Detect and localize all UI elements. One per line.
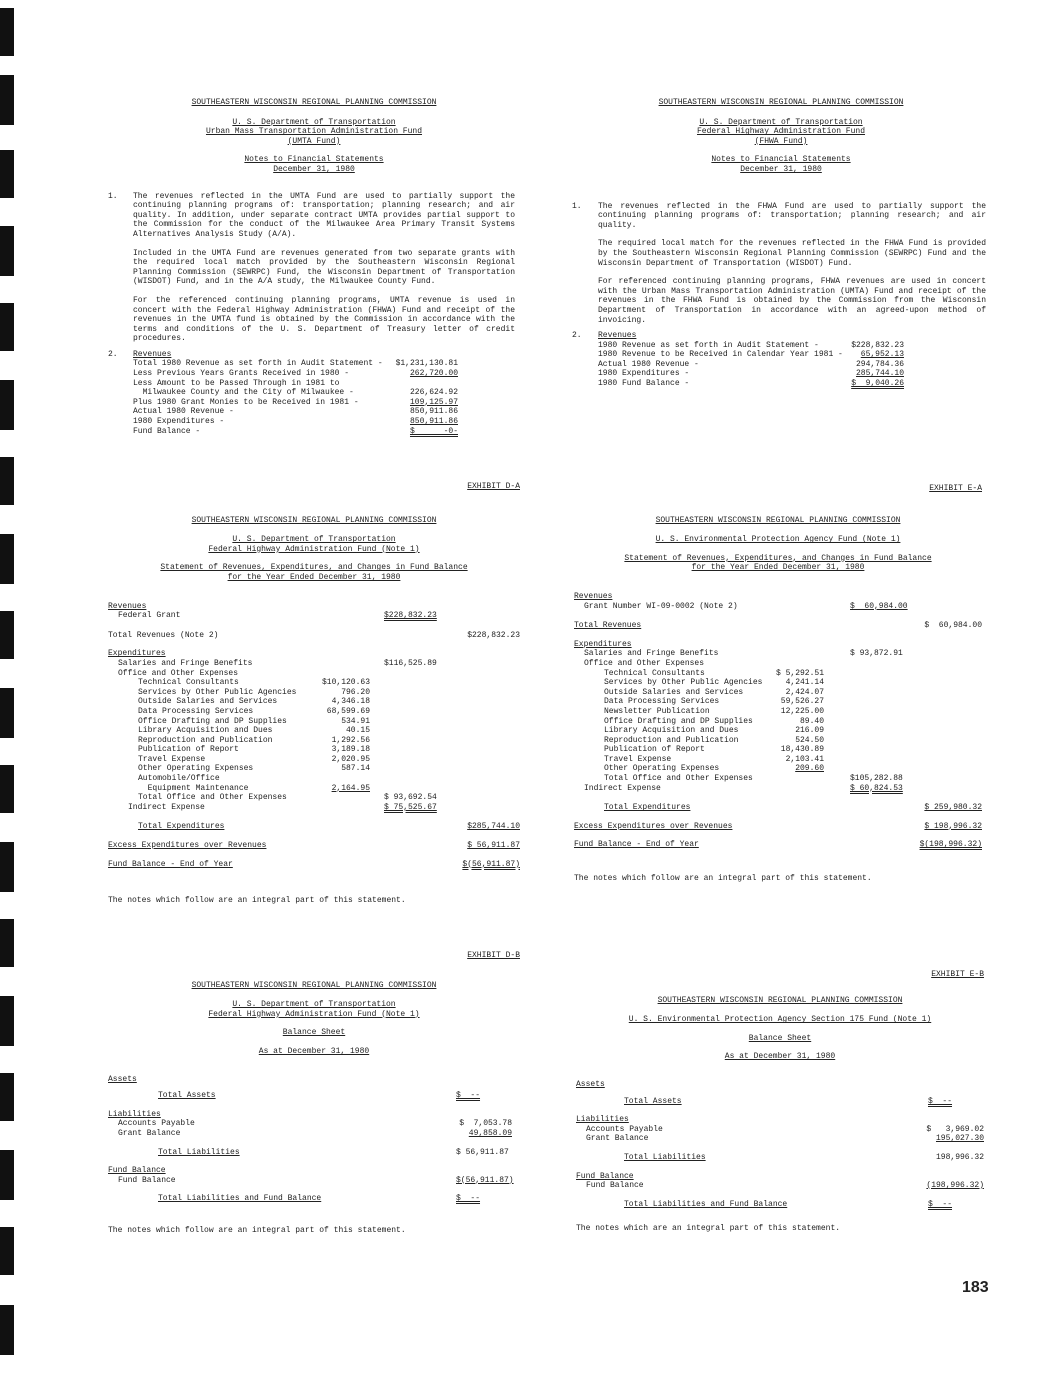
table-row: Travel Expense 2,103.41 [604,754,824,764]
table-row: Reproduction and Publication 524.50 [604,735,824,745]
agency-title: Federal Highway Administration Fund (Note 1) [208,1009,420,1019]
exhibit-e-a [574,484,982,884]
list-item: Total 1980 Revenue as set forth in Audit Statement - $1,231,130.81 [133,359,458,369]
statement-date: As at December 31, 1980 [258,1046,370,1056]
table-row: Other Operating Expenses 587.14 [138,764,370,774]
table-row: Data Processing Services 59,526.27 [604,697,824,707]
table-row: Technical Consultants $ 5,292.51 [604,668,824,678]
table-row: Fund Balance (198,996.32) [586,1181,984,1191]
org-title: SOUTHEASTERN WISCONSIN REGIONAL PLANNING COMMISSION [191,98,437,107]
table-row: Accounts Payable $ 7,053.78 [118,1119,512,1129]
table-row: Fund Balance - End of Year $(56,911.87) [108,859,520,869]
exhibit-d-b [108,951,520,1236]
table-row: Total Expenditures $285,744.10 [138,822,520,832]
note-paragraph: The required local match for the revenues reflected in the FHWA Fund is provided by the Southeastern Wisconsin Regional Planning Commission (SEWRPC) Fund and the Wisconsin Department of Transportation (WISDOT) Fund. [598,239,986,268]
table-row: Office Drafting and DP Supplies 89.40 [604,716,824,726]
table-row: Federal Grant $228,832.23 [118,611,437,621]
fhwa-notes [572,98,990,389]
table-row: Indirect Expense $ 60,824.53 [584,783,903,793]
statement-period: for the Year Ended December 31, 1980 [691,563,865,573]
table-row: Excess Expenditures over Revenues $ 198,996.32 [574,821,982,831]
list-item: Plus 1980 Grant Monies to be Received in 1981 - 109,125.97 [133,397,458,407]
statement-title: Notes to Financial Statements [711,155,851,165]
page-number: 183 [962,1279,989,1296]
list-item: Less Amount to be Passed Through in 1981 to [133,378,340,388]
list-item: Actual 1980 Revenue - 850,911.86 [133,407,458,417]
table-row: Library Acquisition and Dues 40.15 [138,726,370,736]
agency-title: U. S. Environmental Protection Agency Section 175 Fund (Note 1) [628,1015,932,1025]
table-row: Salaries and Fringe Benefits $ 93,872.91 [584,649,903,659]
org-title: SOUTHEASTERN WISCONSIN REGIONAL PLANNING COMMISSION [191,515,437,525]
footnote: The notes which are an integral part of this statement. [576,1224,841,1234]
table-row: Travel Expense 2,020.95 [138,754,370,764]
table-row: Reproduction and Publication 1,292.56 [138,735,370,745]
note-paragraph: The revenues reflected in the FHWA Fund are used to partially support the continuing planning programs of: transportation; planning research; and air quality. [598,201,986,230]
note-paragraph: For referenced continuing planning programs, FHWA revenues are used in concert with the Urban Mass Transportation Administration (UMTA) Fund and receipt of the revenues in the FHWA Fund is obtained by the Commission from the Wisconsin Department of Transportation in accordance with an agreed-upon method of invoicing. [598,277,986,325]
table-row: Office and Other Expenses [118,668,239,678]
dept-title: U. S. Department of Transportation [232,117,396,127]
revenues-heading: Revenues [598,331,637,341]
exhibit-label: EXHIBIT E-A [929,484,982,493]
statement-date: As at December 31, 1980 [724,1052,836,1062]
note-paragraph: The revenues reflected in the UMTA Fund are used to partially support the continuing planning programs of: transportation; planning research; and air quality. In addition, under separate contract UMTA provides partial support to the Commission for the conduct of the Milwaukee Area Primary Transit Systems Alternatives Analysis Study (A/A). [133,191,515,239]
table-row: Equipment Maintenance 2,164.95 [138,783,370,793]
list-item: 1980 Expenditures - 850,911.86 [133,417,458,427]
table-row: Grant Balance 195,027.30 [586,1134,984,1144]
section-heading: Expenditures [108,649,166,659]
exhibit-e-b [576,970,984,1234]
statement-period: for the Year Ended December 31, 1980 [227,572,401,582]
section-heading: Liabilities [108,1109,161,1119]
note-number: 2. [108,349,118,359]
fund-title: (UMTA Fund) [287,136,341,146]
table-row: Total Office and Other Expenses $ 93,692.54 [138,793,437,803]
note-number: 1. [572,201,582,211]
statement-date: December 31, 1980 [273,164,355,174]
list-item: 1980 Revenue to be Received in Calendar Year 1981 - 65,952.13 [598,350,904,360]
table-row: Newsletter Publication 12,225.00 [604,706,824,716]
table-row: Office Drafting and DP Supplies 534.91 [138,716,370,726]
table-row: Total Revenues $ 60,984.00 [574,621,982,631]
exhibit-label: EXHIBIT E-B [931,970,984,979]
table-row: Services by Other Public Agencies 4,241.14 [604,678,824,688]
statement-title: Statement of Revenues, Expenditures, and Changes in Fund Balance [624,553,932,563]
table-row: Technical Consultants $10,120.63 [138,678,370,688]
table-row: Total Office and Other Expenses $105,282.88 [604,774,903,784]
org-title: SOUTHEASTERN WISCONSIN REGIONAL PLANNING COMMISSION [658,98,904,107]
table-row: Total Revenues (Note 2) $228,832.23 [108,630,520,640]
section-heading: Revenues [574,591,613,601]
section-heading: Assets [108,1074,137,1084]
table-row: Other Operating Expenses 209.60 [604,764,824,774]
table-row: Fund Balance $(56,911.87) [118,1175,514,1185]
footnote: The notes which follow are an integral part of this statement. [108,896,406,906]
table-row: Automobile/Office [138,774,220,784]
table-row: Library Acquisition and Dues 216.09 [604,726,824,736]
revenues-heading: Revenues [133,349,172,359]
table-row: Publication of Report 3,189.18 [138,745,370,755]
note-number: 1. [108,191,118,201]
list-item: 1980 Fund Balance - $ 9,040.26 [598,379,904,389]
statement-title: Balance Sheet [282,1028,346,1038]
section-heading: Expenditures [574,639,632,649]
statement-title: Balance Sheet [748,1033,812,1043]
agency-title: Urban Mass Transportation Administration Fund [205,127,423,137]
table-row: Publication of Report 18,430.89 [604,745,824,755]
table-row: Total Liabilities and Fund Balance $ -- [624,1199,953,1209]
section-heading: Fund Balance [108,1166,166,1176]
statement-date: December 31, 1980 [740,164,822,174]
org-title: SOUTHEASTERN WISCONSIN REGIONAL PLANNING COMMISSION [191,980,437,990]
umta-notes [108,98,520,436]
list-item: Actual 1980 Revenue - 294,784.36 [598,359,904,369]
statement-title: Statement of Revenues, Expenditures, and Changes in Fund Balance [160,563,468,573]
org-title: SOUTHEASTERN WISCONSIN REGIONAL PLANNING COMMISSION [655,515,901,525]
agency-title: Federal Highway Administration Fund [696,127,866,137]
table-row: Total Assets $ -- [624,1096,953,1106]
table-row: Outside Salaries and Services 4,346.18 [138,697,370,707]
table-row: Services by Other Public Agencies 796.20 [138,687,370,697]
table-row: Indirect Expense $ 75,525.67 [128,802,437,812]
list-item: Milwaukee County and the City of Milwaukee - 226,624.92 [133,388,458,398]
table-row: Grant Number WI-09-0002 (Note 2) $ 60,984.00 [584,601,908,611]
table-row: Outside Salaries and Services 2,424.07 [604,687,824,697]
agency-title: Federal Highway Administration Fund (Note 1) [208,544,420,554]
org-title: SOUTHEASTERN WISCONSIN REGIONAL PLANNING COMMISSION [657,995,903,1005]
agency-title: U. S. Environmental Protection Agency Fund (Note 1) [655,535,901,545]
table-row: Accounts Payable $ 3,969.02 [586,1124,984,1134]
list-item: Less Previous Years Grants Received in 1980 - 262,720.00 [133,369,458,379]
section-heading: Assets [576,1079,605,1089]
table-row: Total Liabilities $ 56,911.87 [158,1147,509,1157]
footnote: The notes which follow are an integral part of this statement. [108,1225,406,1235]
table-row: Fund Balance - End of Year $(198,996.32) [574,840,982,850]
table-row: Excess Expenditures over Revenues $ 56,911.87 [108,841,520,851]
table-row: Total Assets $ -- [158,1091,481,1101]
table-row: Data Processing Services 68,599.69 [138,706,370,716]
dept-title: U. S. Department of Transportation [699,117,863,127]
statement-title: Notes to Financial Statements [244,155,384,165]
dept-title: U. S. Department of Transportation [232,535,396,545]
table-row: Office and Other Expenses [584,658,705,668]
exhibit-label: EXHIBIT D-B [467,951,520,960]
section-heading: Liabilities [576,1115,629,1125]
table-row: Grant Balance 49,858.09 [118,1128,512,1138]
note-paragraph: Included in the UMTA Fund are revenues generated from two separate grants with the required local match provided by the Southeastern Wisconsin Regional Planning Commission (SEWRPC) Fund, the Wisconsin Department of Transportation (WISDOT) Fund, and in the A/A study, the Milwaukee County Fund. [133,248,515,287]
note-number: 2. [572,331,582,341]
list-item: 1980 Expenditures - 285,744.10 [598,369,904,379]
table-row: Total Liabilities and Fund Balance $ -- [158,1194,481,1204]
exhibit-d-a [108,482,520,906]
table-row: Total Expenditures $ 259,980.32 [604,803,982,813]
fund-title: (FHWA Fund) [754,136,808,146]
exhibit-label: EXHIBIT D-A [467,482,520,491]
list-item: Fund Balance - $ -0- [133,426,458,436]
table-row: Total Liabilities 198,996.32 [624,1152,984,1162]
section-heading: Revenues [108,601,147,611]
table-row: Salaries and Fringe Benefits $116,525.89 [118,658,437,668]
footnote: The notes which follow are an integral part of this statement. [574,874,872,884]
list-item: 1980 Revenue as set forth in Audit Statement - $228,832.23 [598,340,904,350]
note-paragraph: For the referenced continuing planning programs, UMTA revenue is used in concert with the Federal Highway Administration (FHWA) Fund and receipt of the revenues in the UMTA fund is obtained by the Commission in accordance with the terms and conditions of the U. S. Department of Treasury letter of credit procedures. [133,295,515,344]
section-heading: Fund Balance [576,1171,634,1181]
dept-title: U. S. Department of Transportation [232,1000,396,1010]
